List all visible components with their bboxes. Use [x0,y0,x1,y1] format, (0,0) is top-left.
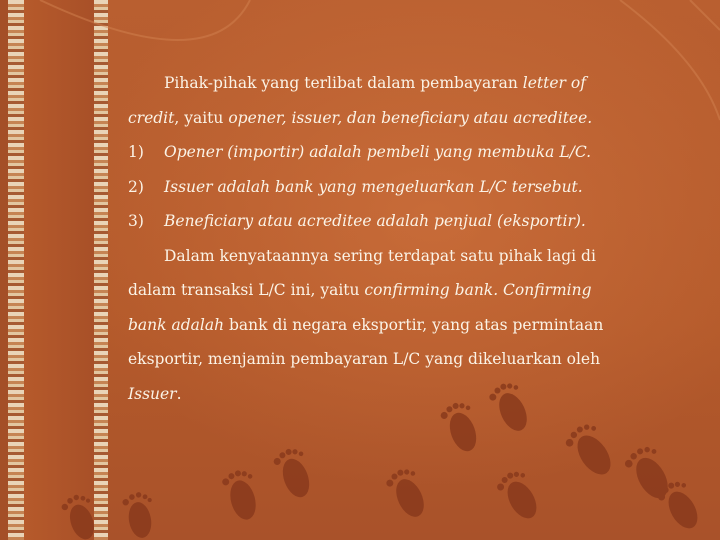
list-text: Opener (importir) adalah pembeli yang membuka L/C. [164,143,592,161]
slide-text [128,66,648,411]
text-segment-italic: letter of [522,74,586,92]
text-segment: , yaitu [174,108,229,127]
list-text: Issuer adalah bank yang mengeluarkan L/C tersebut. [164,177,583,196]
list-item [128,135,648,170]
text-segment: dalam transaksi L/C ini, yaitu [128,281,365,299]
text-segment-italic: opener, issuer, dan beneficiary atau acreditee. [228,108,593,127]
list-text: Beneficiary atau acreditee adalah penjual (eksportir). [164,212,586,230]
paragraph-1-line-2 [128,101,648,136]
paragraph-1-line-1 [128,66,648,101]
list-item [128,204,648,239]
list-number: 1) [128,143,144,161]
footprint-icon [121,490,158,540]
paragraph-2-line-1 [128,239,648,274]
text-segment: eksportir, menjamin pembayaran L/C yang dikeluarkan oleh [128,350,601,368]
list-number: 2) [128,177,144,196]
paragraph-2-line-2 [128,273,648,308]
text-segment-italic: Issuer [128,384,177,403]
paragraph-2-line-5 [128,377,648,412]
paragraph-2-line-3 [128,308,648,343]
footprint-icon [562,419,621,483]
paragraph-2-line-4 [128,342,648,377]
text-segment: bank di negara eksportir, yang atas permintaan [224,315,604,334]
text-segment-italic: bank adalah [128,315,225,334]
text-segment-italic: credit [128,108,175,127]
footprint-icon [59,491,102,540]
footprint-icon [271,445,317,503]
footprint-icon [621,442,678,506]
text-segment: . [176,384,182,403]
list-number: 3) [128,212,144,230]
footprint-icon [220,467,263,523]
text-segment: Pihak-pihak yang terlibat dalam pembayaran [164,74,523,92]
footprint-icon [383,464,432,522]
text-segment: Dalam kenyataannya sering terdapat satu pihak lagi di [164,246,596,265]
footprint-icon [494,466,546,525]
list-item [128,170,648,205]
text-segment-italic: confirming bank. Confirming [364,281,592,299]
